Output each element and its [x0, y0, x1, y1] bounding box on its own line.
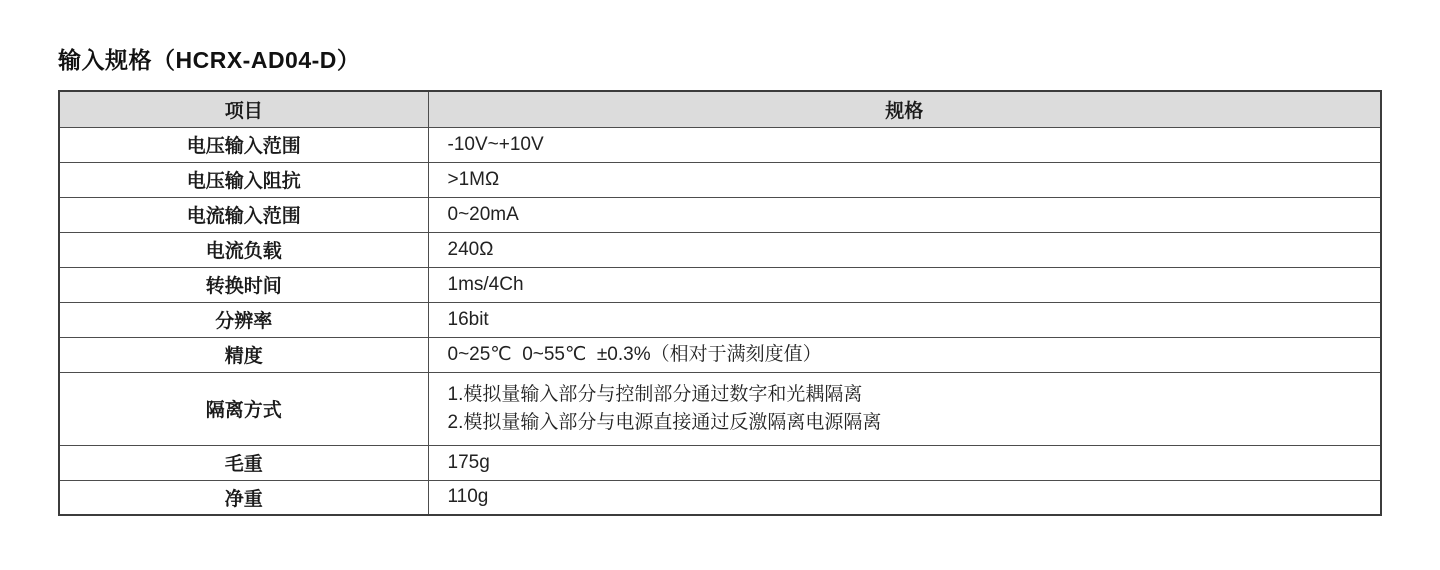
spec-line: -10V~+10V: [447, 133, 544, 155]
spec-line: 110g: [447, 486, 489, 508]
spec-line: 0~25℃ 0~55℃ ±0.3%（相对于满刻度值）: [447, 343, 822, 365]
table-row: [59, 127, 1381, 162]
spec-cell: [428, 372, 1381, 445]
spec-line: 175g: [447, 451, 490, 473]
table-row: [59, 480, 1381, 515]
item-cell: 电流负载: [59, 232, 428, 267]
table-row: [59, 372, 1381, 445]
table-row: [59, 162, 1381, 197]
item-cell: 隔离方式: [59, 372, 428, 445]
spec-line: 240Ω: [447, 238, 494, 260]
item-cell: 分辨率: [59, 302, 428, 337]
spec-cell: [428, 480, 1381, 515]
table-row: [59, 445, 1381, 480]
table-row: [59, 302, 1381, 337]
spec-line: >1MΩ: [447, 168, 500, 190]
spec-cell: [428, 302, 1381, 337]
header-cell-item: 项目: [59, 91, 428, 127]
table-row: [59, 267, 1381, 302]
spec-line: 0~20mA: [447, 203, 519, 225]
spec-line: 2.模拟量输入部分与电源直接通过反激隔离电源隔离: [447, 411, 882, 433]
item-cell: 电流输入范围: [59, 197, 428, 232]
spec-line: 16bit: [447, 308, 489, 330]
page-title: 输入规格（HCRX-AD04-D）: [58, 47, 361, 73]
spec-line: 1ms/4Ch: [447, 273, 524, 295]
spec-table-body: [59, 127, 1381, 515]
header-row: [59, 91, 1381, 127]
header-cell-spec: 规格: [428, 91, 1381, 127]
item-cell: 净重: [59, 480, 428, 515]
table-row: [59, 197, 1381, 232]
item-cell: 转换时间: [59, 267, 428, 302]
item-cell: 毛重: [59, 445, 428, 480]
spec-cell: [428, 127, 1381, 162]
item-cell: 电压输入范围: [59, 127, 428, 162]
table-row: [59, 337, 1381, 372]
spec-cell: [428, 197, 1381, 232]
spec-cell: [428, 267, 1381, 302]
table-row: [59, 232, 1381, 267]
spec-table-head: [59, 91, 1381, 127]
spec-line: 1.模拟量输入部分与控制部分通过数字和光耦隔离: [447, 383, 863, 405]
spec-cell: [428, 232, 1381, 267]
spec-cell: [428, 337, 1381, 372]
item-cell: 精度: [59, 337, 428, 372]
spec-cell: [428, 162, 1381, 197]
spec-table: [58, 90, 1382, 516]
item-cell: 电压输入阻抗: [59, 162, 428, 197]
spec-cell: [428, 445, 1381, 480]
